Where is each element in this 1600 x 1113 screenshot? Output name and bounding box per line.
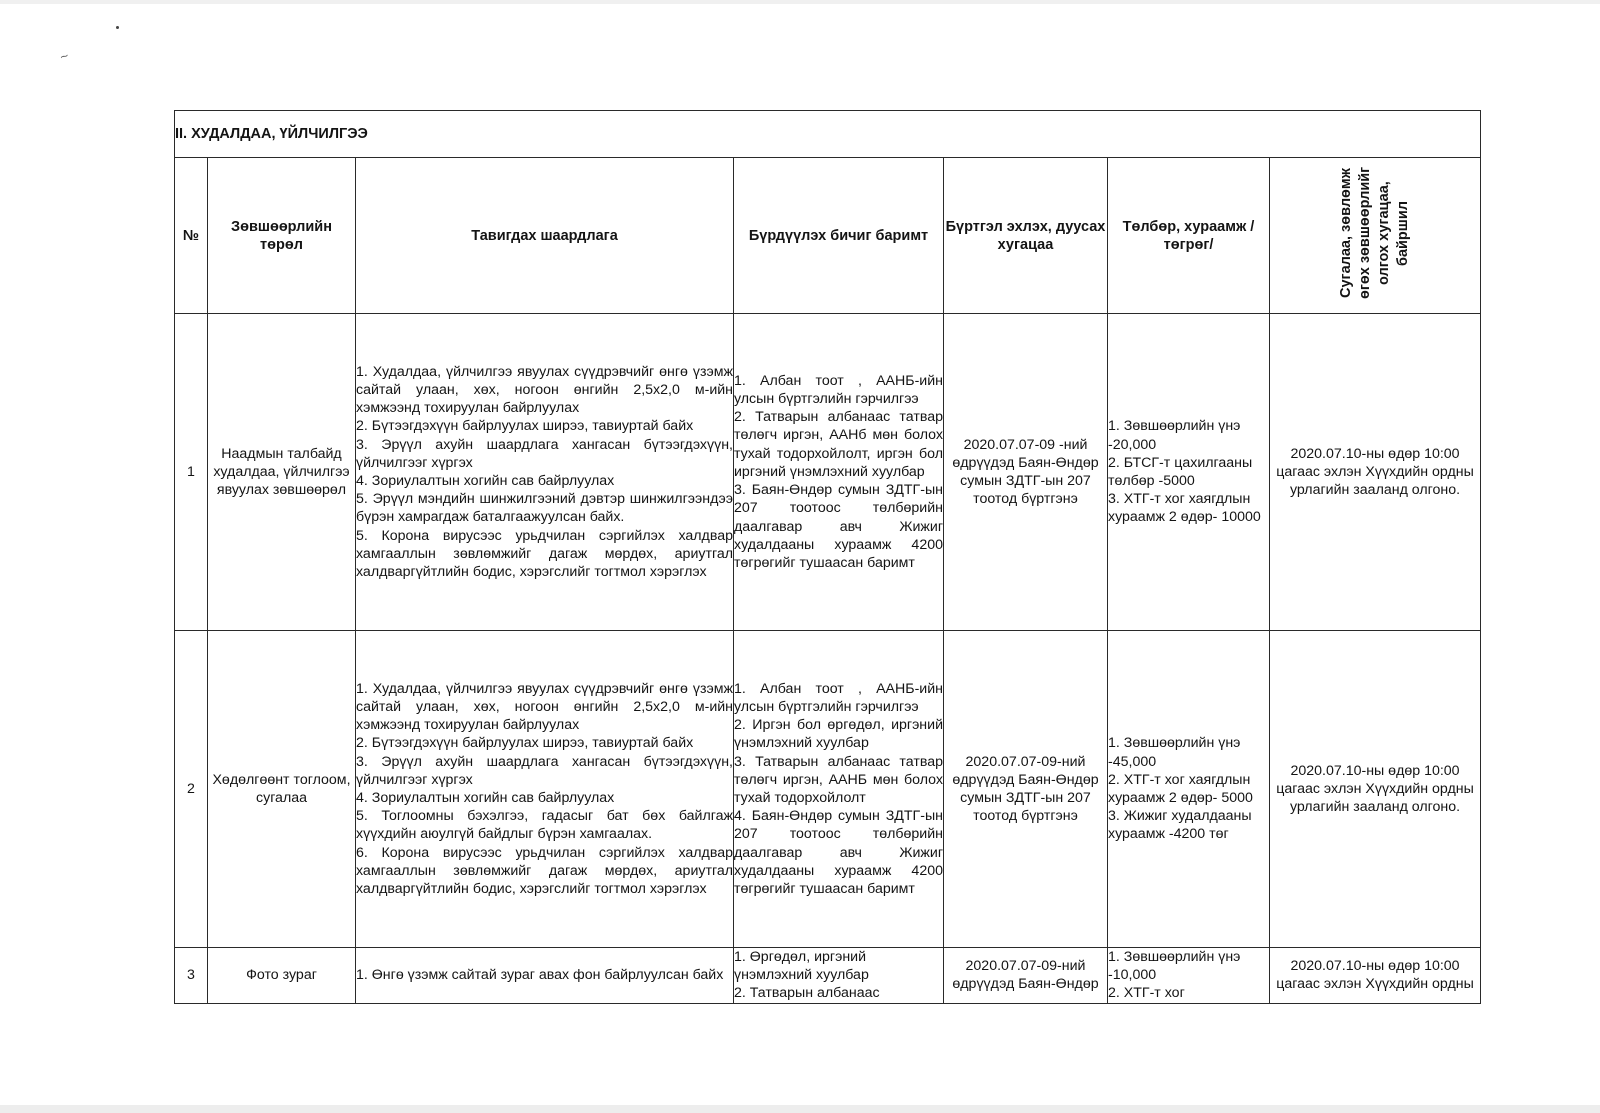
header-num: № <box>175 158 208 314</box>
scan-speck <box>116 26 119 29</box>
document-item: 2. Иргэн бол өргөдөл, иргэний үнэмлэхний хуулбар <box>734 717 943 752</box>
header-fee: Төлбөр, хураамж / төгрөг/ <box>1108 158 1270 314</box>
header-documents: Бүрдүүлэх бичиг баримт <box>734 158 944 314</box>
fee-item: 1. Зөвшөөрлийн үнэ -45,000 <box>1108 735 1241 770</box>
row-registration-period: 2020.07.07-09 -ний өдрүүдэд Баян-Өндөр сумын ЗДТГ-ын 207 тоотод бүртгэнэ <box>944 314 1108 631</box>
requirement-item: 2. Бүтээгдэхүүн байрлуулах ширээ, тавиуртай байх <box>356 418 694 435</box>
document-item: 3. Татварын албанаас татвар төлөгч иргэн, ААНБ мөн болох тухай тодорхойлолт <box>734 753 943 806</box>
row-draw-info: 2020.07.10-ны өдөр 10:00 цагаас эхлэн Хүүхдийн ордны урлагийн зааланд олгоно. <box>1270 631 1481 948</box>
requirement-item: 6. Корона вирусээс урьдчилан сэргийлэх халдвар хамгааллын зөвлөмжийг дагаж мөрдөх, ариутгал халдваргүйтлийн бодис, хэрэгслийг тогтмол хэрэглэх <box>356 844 733 898</box>
row-permit-type: Фото зураг <box>208 948 356 1004</box>
document-item: 2. Татварын албанаас <box>734 985 880 1002</box>
header-draw-info-text: Сугалаа, зөвлөмж өгөх зөвшөөрлийг олгох хугацаа, байршил <box>1338 166 1412 300</box>
fee-item: 1. Зөвшөөрлийн үнэ -20,000 <box>1108 418 1241 453</box>
row-registration-period: 2020.07.07-09-ний өдрүүдэд Баян-Өндөр <box>944 948 1108 1004</box>
document-item: 3. Баян-Өндөр сумын ЗДТГ-ын 207 тоотоос төлбөрийн даалгавар авч Жижиг худалдааны хураамж 4200 төгрөгийг тушаасан баримт <box>734 482 943 571</box>
header-requirements: Тавигдах шаардлага <box>356 158 734 314</box>
row-permit-type: Наадмын талбайд худалдаа, үйлчилгээ явуулах зөвшөөрөл <box>208 314 356 631</box>
row-documents <box>734 631 944 948</box>
fee-item: 2. ХТГ-т хог хаягдлын хураамж 2 өдөр- 5000 <box>1108 771 1253 806</box>
section-title: II. ХУДАЛДАА, ҮЙЛЧИЛГЭЭ <box>175 111 1481 158</box>
row-documents <box>734 314 944 631</box>
table-row <box>175 631 1481 948</box>
row-num: 2 <box>175 631 208 948</box>
row-permit-type: Хөдөлгөөнт тоглоом, сугалаа <box>208 631 356 948</box>
row-draw-info: 2020.07.10-ны өдөр 10:00 цагаас эхлэн Хүүхдийн ордны <box>1270 948 1481 1004</box>
requirement-item: 5. Корона вирусээс урьдчилан сэргийлэх халдвар хамгааллын зөвлөмжийг дагаж мөрдөх, ариутгал халдваргүйтлийн бодис, хэрэгслийг тогтмол хэрэглэх <box>356 527 733 581</box>
requirement-item: 1. Худалдаа, үйлчилгээ явуулах сүүдрэвчийг өнгө үзэмж сайтай улаан, хөх, ногоон өнгийн 2,5х2,0 м-ийн хэмжээнд тохируулан байрлуулах <box>356 680 733 734</box>
fee-item: 2. ХТГ-т хог <box>1108 985 1185 1002</box>
row-fee <box>1108 948 1270 1004</box>
requirement-item: 3. Эрүүл ахуйн шаардлага хангасан бүтээгдэхүүн, үйлчилгээг хүргэх <box>356 753 733 788</box>
requirement-item: 2. Бүтээгдэхүүн байрлуулах ширээ, тавиуртай байх <box>356 735 694 752</box>
scan-smudge: ~ <box>57 47 71 65</box>
row-registration-period: 2020.07.07-09-ний өдрүүдэд Баян-Өндөр сумын ЗДТГ-ын 207 тоотод бүртгэнэ <box>944 631 1108 948</box>
document-item: 1. Албан тоот , ААНБ-ийн улсын бүртгэлийн гэрчилгээ <box>734 372 943 408</box>
requirement-item: 3. Эрүүл ахуйн шаардлага хангасан бүтээгдэхүүн, үйлчилгээг хүргэх <box>356 436 733 471</box>
fee-item: 3. ХТГ-т хог хаягдлын хураамж 2 өдөр- 10000 <box>1108 491 1261 526</box>
requirement-item: 4. Зориулалтын хогийн сав байрлуулах <box>356 790 615 806</box>
header-draw-info <box>1270 158 1481 314</box>
section-title-row <box>175 111 1481 158</box>
row-requirements <box>356 948 734 1004</box>
row-draw-info: 2020.07.10-ны өдөр 10:00 цагаас эхлэн Хүүхдийн ордны урлагийн зааланд олгоно. <box>1270 314 1481 631</box>
fee-item: 3. Жижиг худалдааны хураамж -4200 төг <box>1108 808 1252 843</box>
scan-bottom-edge <box>0 1105 1600 1113</box>
row-num: 3 <box>175 948 208 1004</box>
document-item: 1. Өргөдөл, иргэний үнэмлэхний хуулбар <box>734 949 869 984</box>
requirement-item: 1. Худалдаа, үйлчилгээ явуулах сүүдрэвчийг өнгө үзэмж сайтай улаан, хөх, ногоон өнгийн 2,5х2,0 м-ийн хэмжээнд тохируулан байрлуулах <box>356 363 733 417</box>
row-requirements <box>356 631 734 948</box>
document-item: 2. Татварын албанаас татвар төлөгч иргэн, ААНб мөн болох тухай тодорхойлолт, иргэн бол иргэний үнэмлэхний хуулбар <box>734 409 943 480</box>
row-requirements <box>356 314 734 631</box>
row-fee <box>1108 314 1270 631</box>
header-permit-type: Зөвшөөрлийн төрөл <box>208 158 356 314</box>
row-documents <box>734 948 944 1004</box>
table-row <box>175 314 1481 631</box>
document-item: 1. Албан тоот , ААНБ-ийн улсын бүртгэлийн гэрчилгээ <box>734 680 943 715</box>
row-fee <box>1108 631 1270 948</box>
header-registration-period: Бүртгэл эхлэх, дуусах хугацаа <box>944 158 1108 314</box>
fee-item: 1. Зөвшөөрлийн үнэ -10,000 <box>1108 949 1241 984</box>
requirement-item: 1. Өнгө үзэмж сайтай зураг авах фон байрлуулсан байх <box>356 967 724 984</box>
scan-top-edge <box>0 0 1600 4</box>
row-num: 1 <box>175 314 208 631</box>
table-row <box>175 948 1481 1004</box>
permit-table <box>174 110 1481 1004</box>
header-row <box>175 158 1481 314</box>
document-item: 4. Баян-Өндөр сумын ЗДТГ-ын 207 тоотоос төлбөрийн даалгавар авч Жижиг худалдааны хураамж 4200 төгрөгийг тушаасан баримт <box>734 808 943 898</box>
requirement-item: 5. Эрүүл мэндийн шинжилгээний дэвтэр шинжилгээндээ бүрэн хамрагдаж баталгаажуулсан байх. <box>356 491 733 526</box>
requirement-item: 5. Тоглоомны бэхэлгээ, гадасыг бат бөх байлгаж хүүхдийн аюулгүй байдлыг бүрэн хамгаалах. <box>356 808 733 843</box>
fee-item: 2. БТСГ-т цахилгааны төлбөр -5000 <box>1108 454 1253 489</box>
requirement-item: 4. Зориулалтын хогийн сав байрлуулах <box>356 473 615 489</box>
